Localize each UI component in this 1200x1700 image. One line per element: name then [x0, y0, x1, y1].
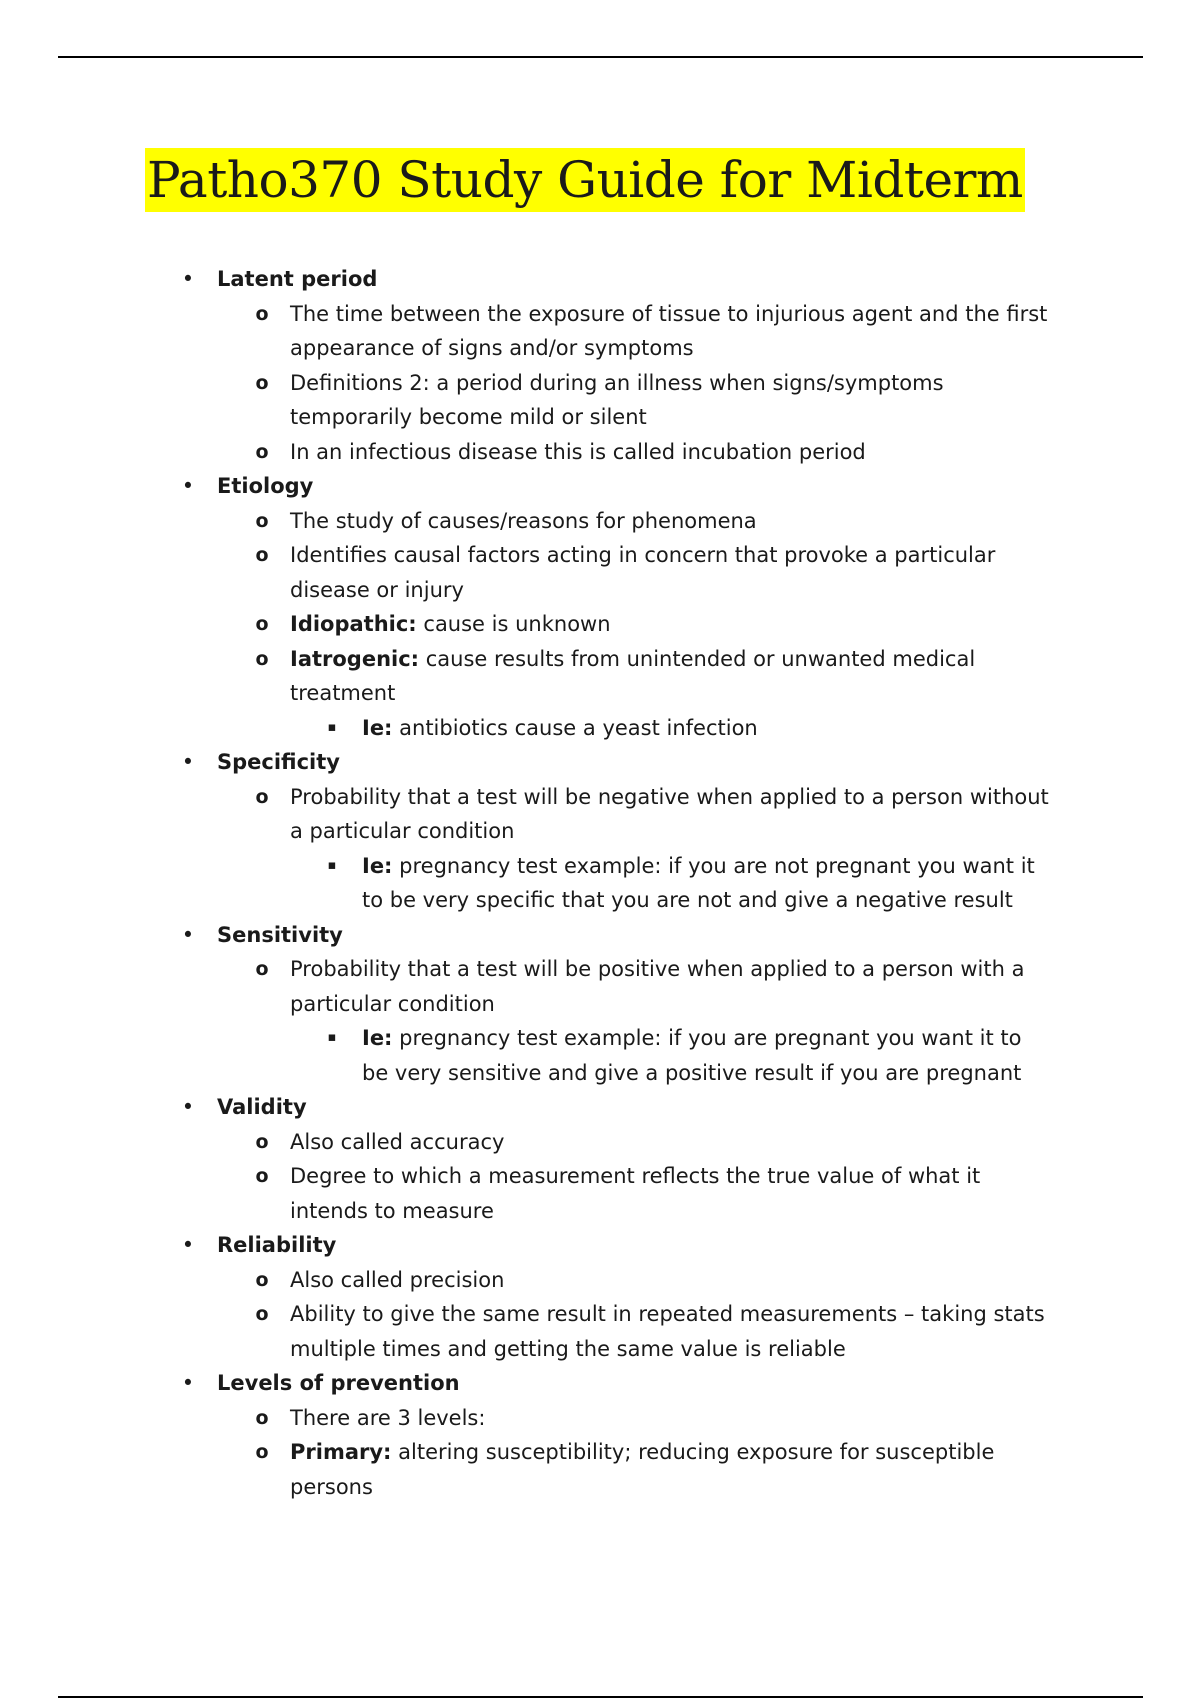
section-levels-of-prevention: [0, 1366, 1200, 1401]
section-specificity: [0, 745, 1200, 780]
item-text: Definitions 2: a period during an illness when signs/symptoms temporarily become mild or silent: [290, 370, 944, 429]
list-item: [0, 780, 1200, 849]
square-bullet-icon: ▪: [327, 1030, 337, 1045]
list-item: [0, 952, 1200, 1021]
bullet-icon: •: [181, 750, 195, 774]
list-item: [0, 607, 1200, 642]
term-label: Ie:: [362, 853, 393, 878]
square-bullet-icon: ▪: [327, 857, 337, 873]
circle-bullet-icon: o: [255, 613, 269, 635]
list-item: [0, 435, 1200, 470]
circle-bullet-icon: o: [255, 1130, 269, 1153]
sub-list-item: [0, 711, 1200, 746]
list-item: [0, 366, 1200, 435]
item-text: Also called precision: [290, 1267, 505, 1292]
circle-bullet-icon: o: [255, 1303, 269, 1325]
sub-list-item: [0, 849, 1200, 918]
list-item: [0, 504, 1200, 539]
item-text: pregnancy test example: if you are pregnant you want it to be very sensitive and give a positive result if you are pregnant: [362, 1026, 1022, 1085]
bullet-icon: •: [181, 1233, 195, 1257]
term-label: Idiopathic:: [290, 612, 417, 636]
item-text: cause results from unintended or unwanted medical treatment: [290, 646, 976, 705]
list-item: [0, 1159, 1200, 1228]
section-reliability: [0, 1228, 1200, 1263]
circle-bullet-icon: o: [255, 302, 269, 325]
circle-bullet-icon: o: [255, 440, 269, 463]
item-text: altering susceptibility; reducing exposure for susceptible persons: [290, 1440, 995, 1499]
bullet-icon: •: [181, 267, 195, 291]
section-heading: Sensitivity: [217, 922, 343, 947]
study-guide-content: [0, 262, 1200, 1504]
section-validity: [0, 1090, 1200, 1125]
circle-bullet-icon: o: [255, 1268, 269, 1291]
outline-list: [0, 262, 1200, 1504]
circle-bullet-icon: o: [255, 544, 269, 566]
circle-bullet-icon: o: [255, 1441, 269, 1463]
square-bullet-icon: ▪: [327, 719, 337, 735]
item-text: Degree to which a measurement reflects the true value of what it intends to measure: [290, 1164, 981, 1223]
section-heading: Latent period: [217, 267, 378, 291]
term-label: Iatrogenic:: [290, 646, 420, 671]
item-text: There are 3 levels:: [290, 1405, 486, 1430]
section-latent-period: [0, 262, 1200, 297]
bullet-icon: •: [181, 474, 195, 498]
item-text: Also called accuracy: [290, 1129, 505, 1154]
circle-bullet-icon: o: [255, 509, 269, 532]
circle-bullet-icon: o: [255, 1406, 269, 1429]
item-text: Ability to give the same result in repeated measurements – taking stats multiple times and getting the same value is reliable: [290, 1302, 1045, 1361]
item-text: pregnancy test example: if you are not pregnant you want it to be very specific that you are not and give a negative result: [362, 853, 1035, 912]
list-item: [0, 1125, 1200, 1160]
bullet-icon: •: [181, 1371, 195, 1395]
section-heading: Validity: [217, 1095, 307, 1119]
item-text: The study of causes/reasons for phenomena: [290, 508, 757, 533]
term-label: Ie:: [362, 1026, 393, 1050]
section-heading: Specificity: [217, 750, 340, 774]
item-text: In an infectious disease this is called incubation period: [290, 439, 866, 464]
circle-bullet-icon: o: [255, 647, 269, 670]
item-text: antibiotics cause a yeast infection: [392, 715, 758, 740]
item-text: cause is unknown: [416, 612, 611, 636]
section-sensitivity: [0, 918, 1200, 953]
term-label: Ie:: [362, 715, 393, 740]
term-label: Primary:: [290, 1440, 392, 1464]
list-item: [0, 1263, 1200, 1298]
section-etiology: [0, 469, 1200, 504]
list-item: [0, 1435, 1200, 1504]
item-text: Probability that a test will be negative when applied to a person without a particular condition: [290, 784, 1049, 843]
circle-bullet-icon: o: [255, 958, 269, 980]
bullet-icon: •: [181, 1095, 195, 1119]
item-text: Identifies causal factors acting in concern that provoke a particular disease or injury: [290, 543, 996, 602]
list-item: [0, 1401, 1200, 1436]
page-bottom-rule: [58, 1696, 1143, 1698]
bullet-icon: •: [181, 922, 195, 947]
page-title: Patho370 Study Guide for Midterm: [145, 148, 1025, 212]
list-item: [0, 297, 1200, 366]
sub-list-item: [0, 1021, 1200, 1090]
circle-bullet-icon: o: [255, 371, 269, 394]
circle-bullet-icon: o: [255, 1165, 269, 1187]
section-heading: Etiology: [217, 474, 314, 498]
item-text: The time between the exposure of tissue to injurious agent and the first appearance of signs and/or symptoms: [290, 301, 1048, 360]
circle-bullet-icon: o: [255, 785, 269, 808]
page-top-rule: [58, 56, 1143, 58]
item-text: Probability that a test will be positive when applied to a person with a particular condition: [290, 957, 1025, 1016]
section-heading: Reliability: [217, 1233, 337, 1257]
section-heading: Levels of prevention: [217, 1371, 460, 1395]
list-item: [0, 1297, 1200, 1366]
list-item: [0, 538, 1200, 607]
list-item: [0, 642, 1200, 711]
